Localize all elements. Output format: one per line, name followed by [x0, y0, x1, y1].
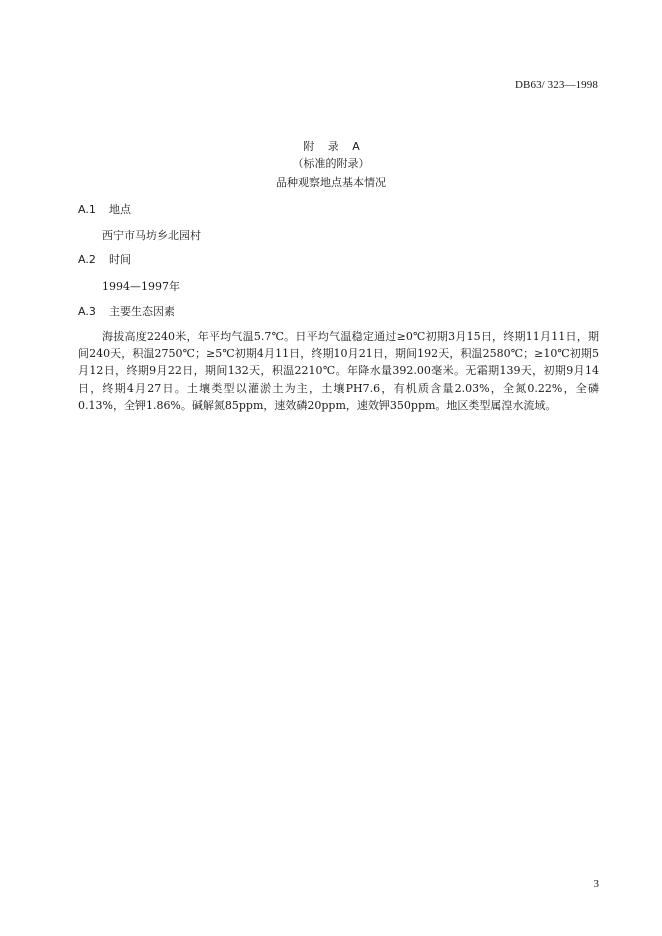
- section-heading-a2: [78, 251, 131, 267]
- section-content-ecology: 海拔高度2240米，年平均气温5.7℃。日平均气温稳定通过≥0℃初期3月15日，终期11月11日，期间240天，积温2750℃；≥5℃初期4月11日，终期10月21日，期间192天，积温2580℃；≥10℃初期5月12日，终期9月22日，期间132天，积温2210℃。年降水量392.00毫米。无霜期139天，初期9月14日，终期4月27日。土壤类型以灌淤土为主，土壤PH7.6，有机质含量2.03%，全氮0.22%，全磷0.13%，全钾1.86%。碱解氮85ppm，速效磷20ppm，速效钾350ppm。地区类型属湟水流域。: [78, 330, 599, 412]
- section-title: 时间: [109, 253, 131, 266]
- section-title: 地点: [109, 203, 131, 216]
- appendix-subtitle: （标准的附录）: [292, 157, 370, 170]
- section-number: A.3: [78, 305, 96, 318]
- section-title: 主要生态因素: [109, 305, 175, 318]
- section-number: A.1: [78, 203, 96, 216]
- appendix-label: 附 录 A: [303, 140, 365, 153]
- section-content-time: 1994—1997年: [102, 280, 180, 293]
- section-number: A.2: [78, 253, 96, 266]
- section-heading-a3: [78, 303, 175, 319]
- section-heading-a1: [78, 201, 131, 217]
- page-number: 3: [593, 878, 599, 890]
- appendix-title: 品种观察地点基本情况: [276, 176, 386, 189]
- section-content-location: 西宁市马坊乡北园村: [102, 229, 201, 242]
- standard-code: DB63/ 323—1998: [515, 79, 598, 91]
